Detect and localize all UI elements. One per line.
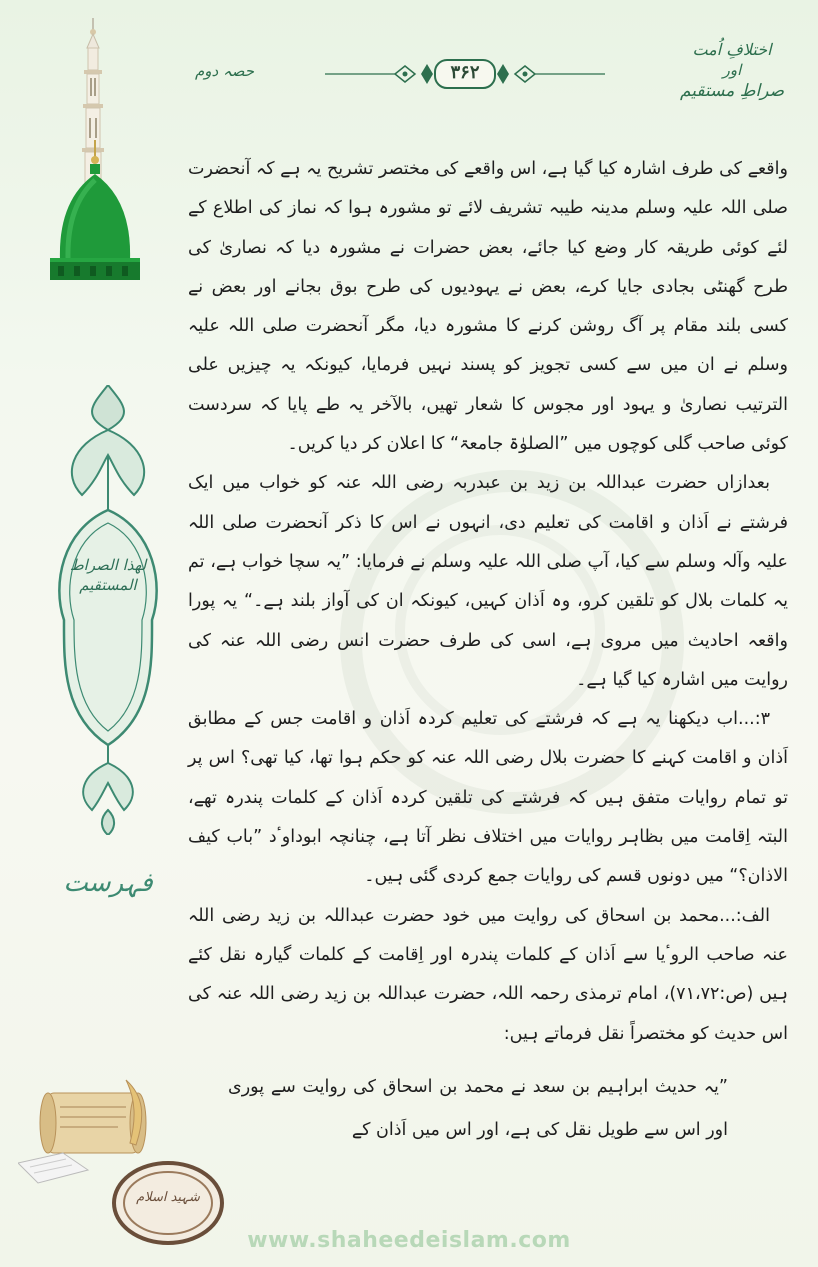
emblem-caption: لهذا الصراط المستقيم — [69, 556, 147, 595]
page-content — [188, 150, 788, 1152]
green-dome-icon — [40, 140, 150, 280]
paragraph-1: واقعے کی طرف اشارہ کیا گیا ہے، اس واقعے کی مختصر تشریح یہ ہے کہ آنحضرت صلی اللہ علیہ وسلم مدینہ طیبہ تشریف لائے تو مشورہ ہوا کہ نماز کی اطلاع کے لئے کوئی طریقہ کار وضع کیا جائے، بعض حضرات نے مشورہ دیا کہ نصاریٰ کی طرح گھنٹی بجادی جایا کرے، بعض نے یہودیوں کی طرح بوق بجانے اور بعض نے کسی بلند مقام پر آگ روشن کرنے کا مشورہ دیا، مگر آنحضرت صلی اللہ علیہ وسلم نے ان میں سے کسی تجویز کو پسند نہیں فرمایا، کیونکہ یہ چیزیں علی الترتیب نصاریٰ و یہود اور مجوس کا شعار تھیں، بالآخر یہ طے پایا کہ سردست کوئی صاحب گلی کوچوں میں ”الصلوٰۃ جامعۃ“ کا اعلان کر دیا کریں۔ — [188, 159, 788, 455]
book-title-line3: صراطِ مستقیم — [679, 81, 785, 102]
ornamental-emblem-icon — [52, 385, 164, 835]
paragraph-3: ۳:...اب دیکھنا یہ ہے کہ فرشتے کی تعلیم کردہ اَذان و اقامت جس کے مطابق اَذان و اقامت کہنے کا حضرت بلال رضی اللہ عنہ کو حکم ہوا تھا، کیا تھی؟ اس پر تو تمام روایات متفق ہیں کہ فرشتے کی تلقین کردہ اَذان کے کلمات پندرہ تھے، البتہ اِقامت میں بظاہر روایات میں اختلاف نظر آتا ہے، چنانچہ ابوداوٴد ”باب کیف الاذان؟“ میں دونوں قسم کی روایات جمع کردی گئی ہیں۔ — [188, 709, 788, 887]
book-title-line1: اختلافِ اُمت — [692, 40, 772, 59]
logo-text: شہید اسلام — [136, 1190, 200, 1205]
website-url-link[interactable]: www.shaheedeislam.com — [247, 1228, 571, 1253]
page-number: ۳۶۲ — [450, 62, 480, 83]
paragraph-4: الف:...محمد بن اسحاق کی روایت میں خود حضرت عبداللہ بن زید رضی اللہ عنہ صاحب الروٴیا سے اَذان کے کلمات پندرہ اور اِقامت کے کلمات گیارہ نقل کئے ہیں (ص:۷۱،۷۲)، امام ترمذی رحمہ اللہ، حضرت عبداللہ بن زید رضی اللہ عنہ کی اس حدیث کو مختصراً نقل فرماتے ہیں: — [188, 905, 788, 1044]
page-header — [175, 40, 805, 110]
quote-block: ”یہ حدیث ابراہیم بن سعد نے محمد بن اسحاق کی روایت سے پوری اور اس سے طویل نقل کی ہے، اور اس میں اَذان کے — [228, 1076, 728, 1140]
paragraph-2: بعدازاں حضرت عبداللہ بن زید بن عبدربہ رضی اللہ عنہ کو خواب میں ایک فرشتے نے اَذان و اقامت کی تعلیم دی، انہوں نے اس کا ذکر آنحضرت صلی اللہ علیہ وآلہ وسلم سے کیا، آپ صلی اللہ علیہ وسلم نے فرمایا: ”یہ سچا خواب ہے، تم یہ کلمات بلال کو تلقین کرو، وہ اَذان کہیں، کیونکہ ان کی آواز بلند ہے۔“ یہ پورا واقعہ احادیث میں مروی ہے، اسی کی طرف حضرت انس رضی اللہ عنہ کی روایت میں اشارہ کیا گیا ہے۔ — [188, 473, 788, 690]
index-link[interactable]: فہرست — [63, 868, 153, 898]
section-label: حصہ دوم — [195, 62, 255, 80]
book-title-line2: اور — [722, 60, 742, 79]
book-title — [677, 40, 787, 102]
